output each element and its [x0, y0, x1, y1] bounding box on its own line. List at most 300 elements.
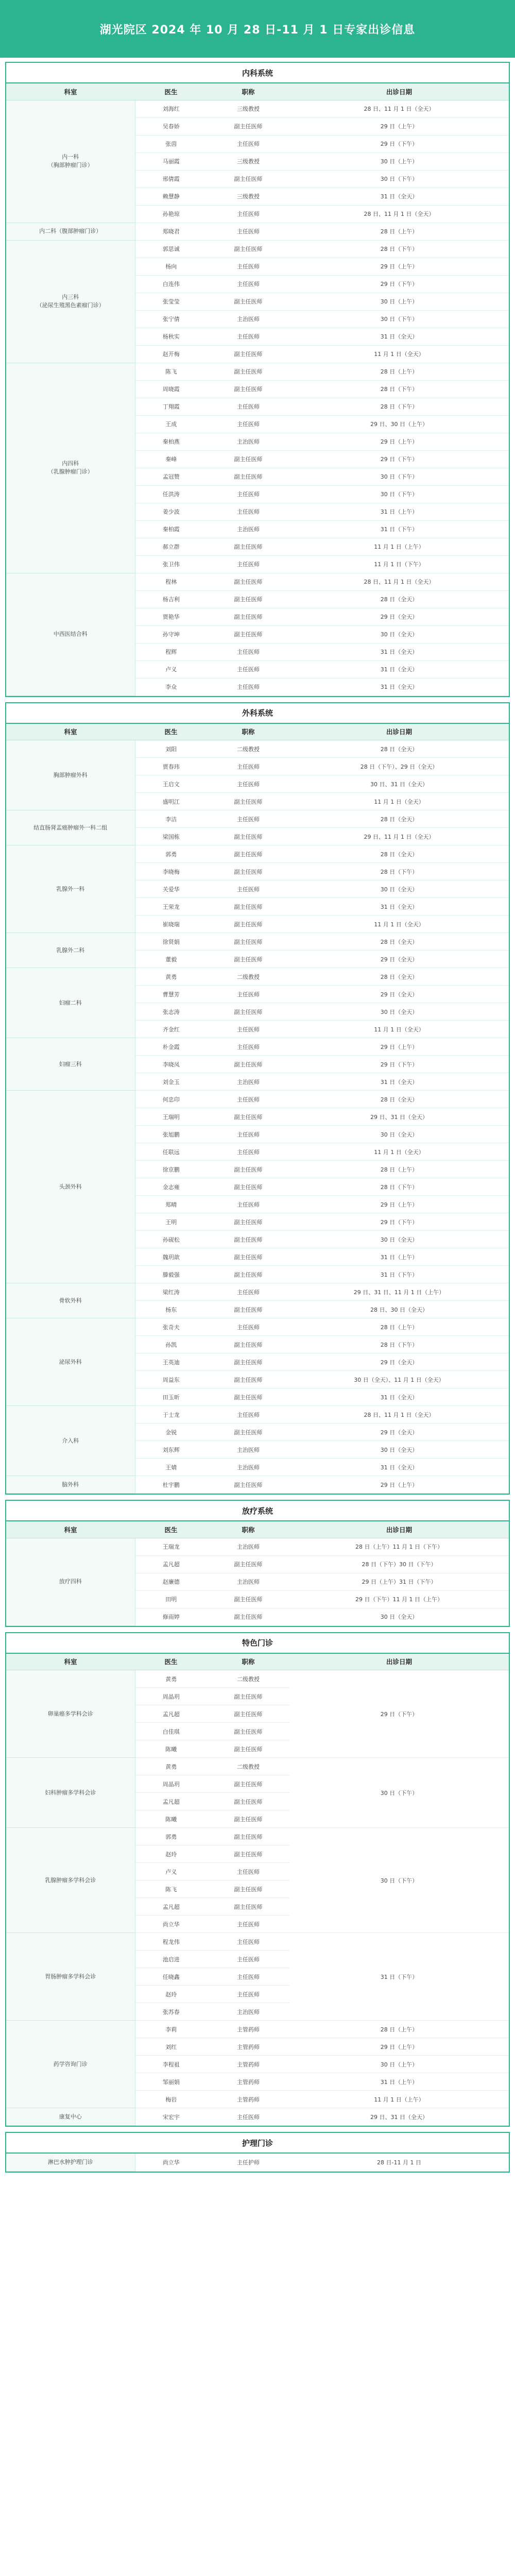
header-row [6, 83, 509, 100]
date-cell: 31 日（上午） [289, 1248, 509, 1266]
doctor-cell: 徐贤娟 [135, 933, 207, 951]
title-cell: 主任医师 [207, 503, 289, 520]
doctor-cell: 孟凡超 [135, 1898, 207, 1916]
title-cell: 副主任医师 [207, 1723, 289, 1740]
title-cell: 副主任医师 [207, 845, 289, 863]
date-cell: 11 月 1 日（上午） [289, 538, 509, 555]
doctor-cell: 郑晴 [135, 1196, 207, 1213]
date-cell: 30 日（上午） [289, 152, 509, 170]
date-cell: 29 日、30 日（上午） [289, 415, 509, 433]
section-3 [5, 1632, 510, 2127]
title-cell: 主任医师 [207, 1406, 289, 1423]
title-cell: 副主任医师 [207, 625, 289, 643]
date-cell: 30 日（下午） [289, 1828, 509, 1933]
department-cell: 胸部肿瘤外科 [6, 740, 135, 810]
title-cell: 副主任医师 [207, 450, 289, 468]
doctor-cell: 黄勇 [135, 968, 207, 986]
date-cell: 11 月 1 日（上午） [289, 2091, 509, 2108]
schedule-table [6, 1521, 509, 1626]
doctor-cell: 尚立华 [135, 1916, 207, 1933]
doctor-cell: 孟凡超 [135, 1555, 207, 1573]
department-cell: 脑外科 [6, 1476, 135, 1494]
date-cell: 30 日（下午） [289, 468, 509, 485]
date-cell: 29 日、31 日（全天） [289, 1108, 509, 1126]
table-row [6, 845, 509, 863]
table-row [6, 1038, 509, 1056]
table-header [6, 1654, 509, 1670]
column-header: 医生 [135, 1521, 207, 1538]
title-cell: 主任医师 [207, 880, 289, 898]
table-row [6, 1318, 509, 1336]
title-cell: 副主任医师 [207, 1388, 289, 1406]
title-cell: 主任医师 [207, 485, 289, 503]
doctor-cell: 卢义 [135, 1863, 207, 1880]
doctor-cell: 郝立群 [135, 538, 207, 555]
doctor-cell: 周晓霞 [135, 380, 207, 398]
date-cell: 28 日、11 月 1 日（全天） [289, 205, 509, 223]
table-row [6, 1933, 509, 1951]
table-row [6, 363, 509, 380]
doctor-cell: 池启进 [135, 1951, 207, 1968]
doctor-cell: 王瑞龙 [135, 1538, 207, 1555]
title-cell: 主管药师 [207, 2073, 289, 2091]
department-cell: 药学咨询门诊 [6, 2021, 135, 2108]
date-cell: 28 日（上午）11 月 1 日（下午） [289, 1538, 509, 1555]
doctor-cell: 尚立华 [135, 2154, 207, 2171]
date-cell: 11 月 1 日（全天） [289, 1021, 509, 1038]
title-cell: 副主任医师 [207, 951, 289, 968]
table-body [6, 740, 509, 1494]
date-cell: 11 月 1 日（全天） [289, 916, 509, 933]
date-cell: 28 日-11 月 1 日 [289, 2154, 509, 2171]
title-cell: 主任医师 [207, 1968, 289, 1986]
page-title: 湖光院区 2024 年 10 月 28 日-11 月 1 日专家出诊信息 [0, 0, 515, 58]
title-cell: 三级教授 [207, 188, 289, 205]
title-cell: 副主任医师 [207, 1590, 289, 1608]
doctor-cell: 孙守坤 [135, 625, 207, 643]
date-cell: 29 日（上午） [289, 1196, 509, 1213]
date-cell: 31 日（全天） [289, 188, 509, 205]
date-cell: 28 日（全天） [289, 590, 509, 608]
doctor-cell: 任洪涛 [135, 485, 207, 503]
title-cell: 副主任医师 [207, 608, 289, 625]
title-cell: 主任医师 [207, 643, 289, 660]
title-cell: 主任医师 [207, 810, 289, 828]
doctor-cell: 郭勇 [135, 845, 207, 863]
title-cell: 副主任医师 [207, 898, 289, 916]
date-cell: 28 日（下午） [289, 380, 509, 398]
title-cell: 副主任医师 [207, 573, 289, 590]
department-cell: 胃肠肿瘤多学科会诊 [6, 1933, 135, 2021]
title-cell: 副主任医师 [207, 293, 289, 310]
table-row [6, 2108, 509, 2126]
doctor-cell: 黄勇 [135, 1670, 207, 1688]
date-cell: 28 日（下午） [289, 863, 509, 880]
date-cell: 28 日（上午） [289, 223, 509, 240]
title-cell: 主治医师 [207, 1441, 289, 1459]
department-cell: 淋巴水肿护理门诊 [6, 2154, 135, 2171]
date-cell: 30 日（下午） [289, 485, 509, 503]
doctor-cell: 白连伟 [135, 275, 207, 293]
title-cell: 主治医师 [207, 2003, 289, 2021]
doctor-cell: 陈曦 [135, 1810, 207, 1828]
date-cell: 11 月 1 日（下午） [289, 555, 509, 573]
schedule-table [6, 724, 509, 1494]
doctor-cell: 杜宇鹏 [135, 1476, 207, 1494]
date-cell: 30 日（全天） [289, 880, 509, 898]
date-cell: 29 日（全天） [289, 1353, 509, 1371]
date-cell: 31 日（全天） [289, 643, 509, 660]
date-cell: 28 日（下午） [289, 398, 509, 415]
date-cell: 31 日（全天） [289, 678, 509, 696]
doctor-cell: 秦柏霞 [135, 520, 207, 538]
table-row [6, 1538, 509, 1555]
date-cell: 30 日（下午） [289, 170, 509, 188]
table-row [6, 240, 509, 258]
date-cell: 30 日（上午） [289, 293, 509, 310]
doctor-cell: 王婧 [135, 1459, 207, 1476]
doctor-cell: 秦柏燕 [135, 433, 207, 450]
title-cell: 副主任医师 [207, 1213, 289, 1231]
doctor-cell: 董毅 [135, 951, 207, 968]
date-cell: 29 日（上午） [289, 2038, 509, 2056]
doctor-cell: 周益东 [135, 1371, 207, 1388]
date-cell: 29 日（下午）11 月 1 日（上午） [289, 1590, 509, 1608]
doctor-cell: 吴春娇 [135, 117, 207, 135]
column-header: 医生 [135, 83, 207, 100]
date-cell: 30 日（下午） [289, 310, 509, 328]
title-cell: 主任医师 [207, 1143, 289, 1161]
date-cell: 11 月 1 日（全天） [289, 793, 509, 810]
doctor-cell: 王英迪 [135, 1353, 207, 1371]
date-cell: 30 日（全天） [289, 1126, 509, 1143]
column-header: 医生 [135, 1654, 207, 1670]
title-cell: 副主任医师 [207, 1161, 289, 1178]
doctor-cell: 刘海红 [135, 100, 207, 117]
title-cell: 副主任医师 [207, 828, 289, 845]
doctor-cell: 程龙伟 [135, 1933, 207, 1951]
table-row [6, 740, 509, 758]
doctor-cell: 杨秋实 [135, 328, 207, 345]
doctor-cell: 魏玥歆 [135, 1248, 207, 1266]
doctor-cell: 刘红 [135, 2038, 207, 2056]
department-cell: 内二科（腹部肿瘤门诊） [6, 223, 135, 240]
date-cell: 28 日、11 月 1 日（全天） [289, 573, 509, 590]
title-cell: 副主任医师 [207, 1266, 289, 1283]
department-cell: 妇科肿瘤多学科会诊 [6, 1758, 135, 1828]
doctor-cell: 李程祖 [135, 2056, 207, 2073]
title-cell: 主任医师 [207, 660, 289, 678]
date-cell: 29 日（下午） [289, 450, 509, 468]
title-cell: 主任医师 [207, 223, 289, 240]
title-cell: 主任医师 [207, 275, 289, 293]
doctor-cell: 赵玲 [135, 1986, 207, 2003]
doctor-cell: 孙艳琼 [135, 205, 207, 223]
date-cell: 29 日（下午） [289, 1213, 509, 1231]
table-row [6, 1758, 509, 1775]
header-row [6, 1521, 509, 1538]
title-cell: 主治医师 [207, 1073, 289, 1091]
title-cell: 主任医师 [207, 758, 289, 775]
doctor-cell: 曹慧芳 [135, 986, 207, 1003]
doctor-cell: 程林 [135, 573, 207, 590]
title-cell: 主任医师 [207, 986, 289, 1003]
title-cell: 副主任医师 [207, 468, 289, 485]
title-cell: 主治医师 [207, 1573, 289, 1590]
doctor-cell: 任晓鑫 [135, 1968, 207, 1986]
date-cell: 29 日（上午）31 日（下午） [289, 1573, 509, 1590]
doctor-cell: 孙凯 [135, 1336, 207, 1353]
title-cell: 主治医师 [207, 310, 289, 328]
doctor-cell: 赵廉德 [135, 1573, 207, 1590]
title-cell: 副主任医师 [207, 1880, 289, 1898]
title-cell: 副主任医师 [207, 793, 289, 810]
title-cell: 主治医师 [207, 520, 289, 538]
date-cell: 28 日（全天） [289, 933, 509, 951]
date-cell: 28 日（全天） [289, 845, 509, 863]
date-cell: 29 日（上午） [289, 258, 509, 275]
date-cell: 31 日（全天） [289, 660, 509, 678]
date-cell: 28 日、30 日（全天） [289, 1301, 509, 1318]
title-cell: 副主任医师 [207, 1231, 289, 1248]
doctor-cell: 刘阳 [135, 740, 207, 758]
department-cell: 骨软外科 [6, 1283, 135, 1318]
date-cell: 29 日（全天） [289, 608, 509, 625]
doctor-cell: 盛明江 [135, 793, 207, 810]
title-cell: 二级教授 [207, 740, 289, 758]
table-body [6, 1538, 509, 1625]
doctor-cell: 马丽霞 [135, 152, 207, 170]
schedule-table [6, 83, 509, 696]
date-cell: 28 日、11 月 1 日（全天） [289, 1406, 509, 1423]
date-cell: 30 日（全天） [289, 1441, 509, 1459]
column-header: 职称 [207, 83, 289, 100]
table-row [6, 1828, 509, 1845]
doctor-cell: 郭勇 [135, 1828, 207, 1845]
doctor-cell: 李莉 [135, 2021, 207, 2038]
date-cell: 28 日（全天） [289, 810, 509, 828]
doctor-cell: 邢倩霞 [135, 170, 207, 188]
table-row [6, 2154, 509, 2171]
header-row [6, 1654, 509, 1670]
date-cell: 28 日（上午） [289, 2021, 509, 2038]
department-cell: 乳腺外二科 [6, 933, 135, 968]
doctor-cell: 张茵 [135, 135, 207, 152]
date-cell: 11 月 1 日（全天） [289, 345, 509, 363]
doctor-cell: 任联远 [135, 1143, 207, 1161]
title-cell: 主治医师 [207, 1538, 289, 1555]
department-cell: 中西医结合科 [6, 573, 135, 696]
column-header: 出诊日期 [289, 1654, 509, 1670]
doctor-cell: 赖慧静 [135, 188, 207, 205]
title-cell: 二级教授 [207, 1758, 289, 1775]
date-cell: 30 日（全天） [289, 1003, 509, 1021]
date-cell: 28 日（全天） [289, 1091, 509, 1108]
table-row [6, 223, 509, 240]
title-cell: 主任医师 [207, 1863, 289, 1880]
column-header: 出诊日期 [289, 724, 509, 740]
date-cell: 28 日（全天） [289, 968, 509, 986]
title-cell: 主任医师 [207, 1933, 289, 1951]
date-cell: 31 日（全天） [289, 898, 509, 916]
doctor-cell: 白佳琪 [135, 1723, 207, 1740]
doctor-cell: 杨东 [135, 1301, 207, 1318]
doctor-cell: 赵开梅 [135, 345, 207, 363]
date-cell: 31 日（下午） [289, 1933, 509, 2021]
date-cell: 30 日（全天） [289, 1608, 509, 1625]
doctor-cell: 修雨婷 [135, 1608, 207, 1625]
section-title: 外科系统 [6, 703, 509, 724]
title-cell: 主任医师 [207, 1038, 289, 1056]
date-cell: 29 日（下午） [289, 135, 509, 152]
title-cell: 副主任医师 [207, 1608, 289, 1625]
title-cell: 主任医师 [207, 678, 289, 696]
title-cell: 三级教授 [207, 152, 289, 170]
title-cell: 副主任医师 [207, 1336, 289, 1353]
doctor-cell: 王瑞明 [135, 1108, 207, 1126]
date-cell: 28 日（下午） [289, 1336, 509, 1353]
title-cell: 三级教授 [207, 100, 289, 117]
doctor-cell: 陈飞 [135, 1880, 207, 1898]
date-cell: 28 日（上午） [289, 1161, 509, 1178]
date-cell: 28 日（上午） [289, 363, 509, 380]
column-header: 科室 [6, 1521, 135, 1538]
title-cell: 副主任医师 [207, 1301, 289, 1318]
doctor-cell: 金志雍 [135, 1178, 207, 1196]
title-cell: 副主任医师 [207, 863, 289, 880]
title-cell: 主任医师 [207, 328, 289, 345]
department-cell: 放疗四科 [6, 1538, 135, 1625]
doctor-cell: 梁国栋 [135, 828, 207, 845]
doctor-cell: 梅岩 [135, 2091, 207, 2108]
doctor-cell: 李洁 [135, 810, 207, 828]
department-cell: 乳腺外一科 [6, 845, 135, 933]
section-title: 特色门诊 [6, 1633, 509, 1654]
title-cell: 主任医师 [207, 415, 289, 433]
column-header: 出诊日期 [289, 1521, 509, 1538]
table-header [6, 83, 509, 100]
title-cell: 副主任医师 [207, 538, 289, 555]
doctor-cell: 张卫伟 [135, 555, 207, 573]
sections-container [0, 58, 515, 2173]
doctor-cell: 崔晓瑞 [135, 916, 207, 933]
section-title: 护理门诊 [6, 2133, 509, 2154]
doctor-cell: 郭思诚 [135, 240, 207, 258]
department-cell: 介入科 [6, 1406, 135, 1476]
title-cell: 副主任医师 [207, 916, 289, 933]
title-cell: 副主任医师 [207, 590, 289, 608]
title-cell: 主任医师 [207, 1318, 289, 1336]
column-header: 医生 [135, 724, 207, 740]
title-cell: 主任医师 [207, 1283, 289, 1301]
date-cell: 28 日（下午）30 日（下午） [289, 1555, 509, 1573]
table-row [6, 100, 509, 117]
department-cell: 内一科 （胸部肿瘤门诊） [6, 100, 135, 223]
date-cell: 30 日（全天） [289, 1231, 509, 1248]
doctor-cell: 张旭鹏 [135, 1126, 207, 1143]
table-row [6, 1283, 509, 1301]
title-cell: 主管药师 [207, 2056, 289, 2073]
doctor-cell: 邹丽娟 [135, 2073, 207, 2091]
doctor-cell: 丁翔霞 [135, 398, 207, 415]
date-cell: 29 日、11 月 1 日（全天） [289, 828, 509, 845]
title-cell: 主管药师 [207, 2091, 289, 2108]
department-cell: 康复中心 [6, 2108, 135, 2126]
title-cell: 副主任医师 [207, 1003, 289, 1021]
title-cell: 主任医师 [207, 1951, 289, 1968]
column-header: 科室 [6, 724, 135, 740]
doctor-cell: 陈飞 [135, 363, 207, 380]
title-cell: 主任医师 [207, 1196, 289, 1213]
doctor-cell: 周晶玥 [135, 1688, 207, 1705]
section-2 [5, 1500, 510, 1627]
date-cell: 29 日（上午） [289, 117, 509, 135]
title-cell: 副主任医师 [207, 1828, 289, 1845]
doctor-cell: 李晓梅 [135, 863, 207, 880]
table-row [6, 810, 509, 828]
table-row [6, 968, 509, 986]
date-cell: 30 日（全天）、11 月 1 日（全天） [289, 1371, 509, 1388]
doctor-cell: 孟凡超 [135, 1705, 207, 1723]
date-cell: 31 日（上午） [289, 2073, 509, 2091]
doctor-cell: 关爱华 [135, 880, 207, 898]
date-cell: 29 日（全天） [289, 1423, 509, 1441]
doctor-cell: 王明 [135, 1213, 207, 1231]
doctor-cell: 于士龙 [135, 1406, 207, 1423]
department-cell: 乳腺肿瘤多学科会诊 [6, 1828, 135, 1933]
section-1 [5, 702, 510, 1495]
doctor-cell: 张志涛 [135, 1003, 207, 1021]
doctor-cell: 何忠印 [135, 1091, 207, 1108]
date-cell: 30 日（下午） [289, 1758, 509, 1828]
date-cell: 31 日（全天） [289, 1459, 509, 1476]
doctor-cell: 孙砚松 [135, 1231, 207, 1248]
title-cell: 副主任医师 [207, 1178, 289, 1196]
doctor-cell: 杨吉利 [135, 590, 207, 608]
title-cell: 主任医师 [207, 555, 289, 573]
section-title: 内科系统 [6, 63, 509, 83]
doctor-cell: 贾春玮 [135, 758, 207, 775]
title-cell: 副主任医师 [207, 1353, 289, 1371]
title-cell: 副主任医师 [207, 240, 289, 258]
title-cell: 主任医师 [207, 1091, 289, 1108]
table-body [6, 1670, 509, 2126]
title-cell: 副主任医师 [207, 363, 289, 380]
doctor-cell: 卢义 [135, 660, 207, 678]
date-cell: 31 日（全天） [289, 1388, 509, 1406]
date-cell: 28 日、11 月 1 日（全天） [289, 100, 509, 117]
title-cell: 副主任医师 [207, 345, 289, 363]
date-cell: 31 日（全天） [289, 1073, 509, 1091]
title-cell: 主任医师 [207, 2108, 289, 2126]
title-cell: 副主任医师 [207, 1705, 289, 1723]
date-cell: 29 日（下午） [289, 1670, 509, 1758]
title-cell: 二级教授 [207, 968, 289, 986]
doctor-cell: 朴金霞 [135, 1038, 207, 1056]
doctor-cell: 孟凡超 [135, 1793, 207, 1810]
section-4 [5, 2132, 510, 2173]
date-cell: 29 日、31 日、11 月 1 日（上午） [289, 1283, 509, 1301]
section-title: 放疗系统 [6, 1501, 509, 1521]
doctor-cell: 赵玲 [135, 1845, 207, 1863]
department-cell: 妇瘤二科 [6, 968, 135, 1038]
date-cell: 29 日（上午） [289, 433, 509, 450]
column-header: 职称 [207, 1654, 289, 1670]
date-cell: 11 月 1 日（全天） [289, 1143, 509, 1161]
doctor-cell: 贾艳华 [135, 608, 207, 625]
doctor-cell: 王成 [135, 415, 207, 433]
table-row [6, 2021, 509, 2038]
